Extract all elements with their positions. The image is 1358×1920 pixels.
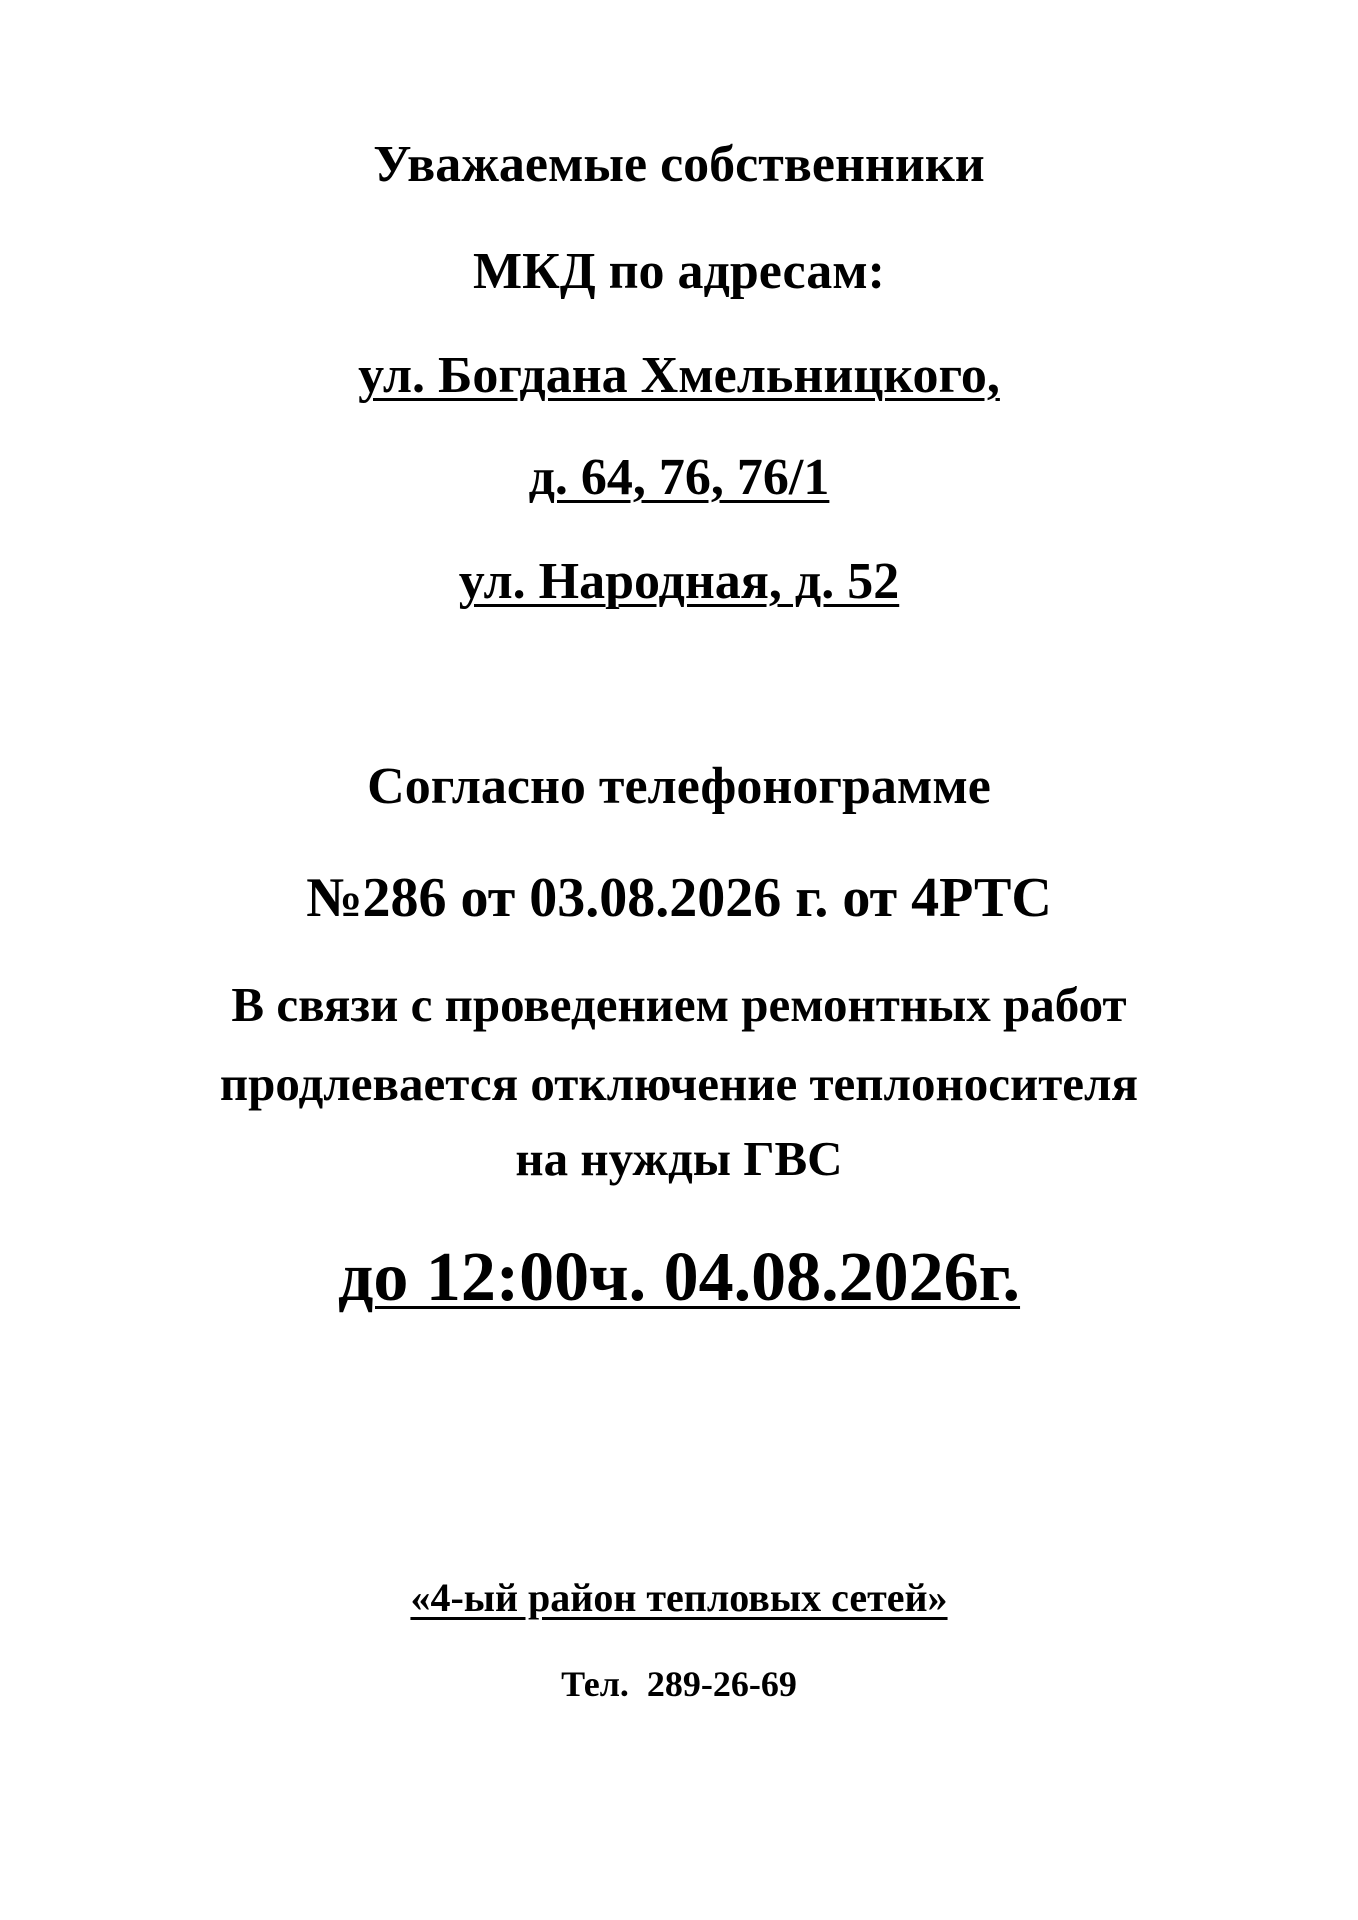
address-houses-1: д. 64, 76, 76/1 xyxy=(528,449,830,506)
footer-organization: «4-ый район тепловых сетей» xyxy=(410,1575,948,1620)
notice-basis-line-1: Согласно телефонограмме xyxy=(367,758,991,815)
notice-basis-line-2: №286 от 03.08.2026 г. от 4РТС xyxy=(306,867,1052,929)
greeting-line-2: МКД по адресам: xyxy=(473,243,885,300)
footer-phone: Тел. 289-26-69 xyxy=(561,1664,797,1704)
address-street-1: ул. Богдана Хмельницкого, xyxy=(358,347,1000,404)
notice-reason-line-2: продлевается отключение теплоносителя xyxy=(219,1056,1139,1111)
address-street-2: ул. Народная, д. 52 xyxy=(458,553,900,610)
notice-deadline: до 12:00ч. 04.08.2026г. xyxy=(337,1239,1021,1316)
notice-reason-line-3: на нужды ГВС xyxy=(515,1131,843,1186)
greeting-line-1: Уважаемые собственники xyxy=(373,136,985,193)
notice-reason-line-1: В связи с проведением ремонтных работ xyxy=(231,977,1127,1032)
